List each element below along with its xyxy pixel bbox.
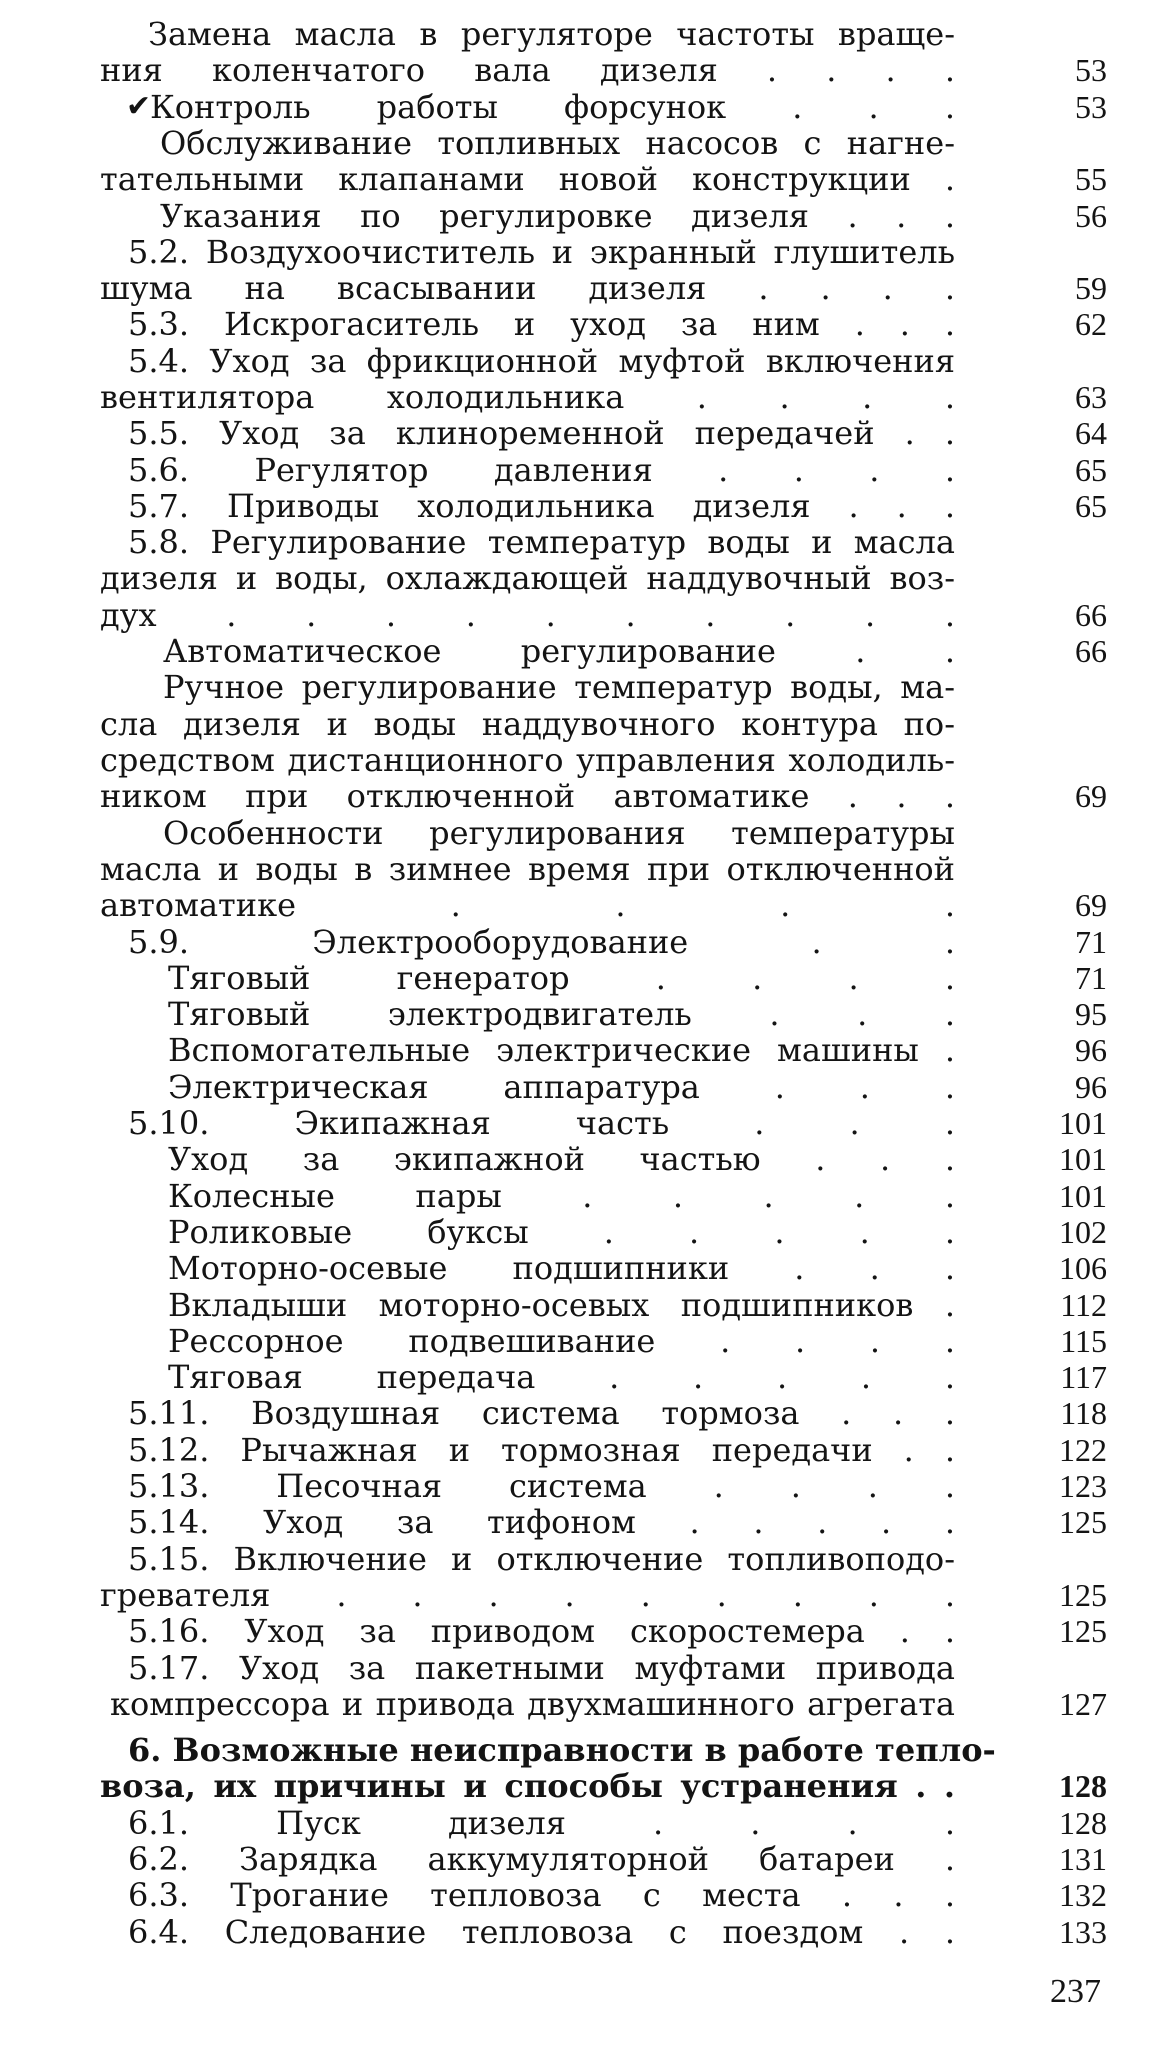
toc-entry-text: воза, их причины и способы устранения . . bbox=[100, 1767, 955, 1806]
toc-entry-text: Тяговая передача . . . . . bbox=[168, 1358, 955, 1397]
toc-entry-line bbox=[0, 1613, 1157, 1649]
toc-entry-line bbox=[0, 1541, 1157, 1577]
toc-page-number: 56 bbox=[1075, 197, 1107, 234]
toc-entry bbox=[0, 1178, 1157, 1214]
toc-entry-line bbox=[0, 1686, 1157, 1722]
toc-entry-line bbox=[0, 924, 1157, 960]
toc-entry-text: гревателя . . . . . . . . . bbox=[100, 1575, 955, 1614]
toc-entry-line bbox=[0, 560, 1157, 596]
toc-entry-text: 5.17. Уход за пакетными муфтами привода bbox=[128, 1648, 955, 1687]
toc-entry-line bbox=[0, 1914, 1157, 1950]
toc-entry bbox=[0, 1468, 1157, 1504]
toc-entry bbox=[0, 343, 1157, 416]
toc-entry-line bbox=[0, 1323, 1157, 1359]
toc-entry-line bbox=[0, 1395, 1157, 1431]
toc-entry-text: вентилятора холодильника . . . . bbox=[100, 377, 955, 416]
toc-page-number: 66 bbox=[1075, 596, 1107, 633]
toc-entry bbox=[0, 924, 1157, 960]
toc-entry-text: средством дистанционного управления холодиль- bbox=[100, 740, 955, 779]
toc-entry-text: Уход за экипажной частью . . . bbox=[168, 1140, 955, 1179]
toc-entry-text: Роликовые буксы . . . . . bbox=[168, 1212, 955, 1251]
toc-entry-line bbox=[0, 1141, 1157, 1177]
toc-page-number: 96 bbox=[1075, 1032, 1107, 1069]
toc-entry bbox=[0, 633, 1157, 669]
toc-entry-text: 5.7. Приводы холодильника дизеля . . . bbox=[128, 486, 955, 525]
toc-entry bbox=[0, 125, 1157, 198]
toc-entry-text: 5.13. Песочная система . . . . bbox=[128, 1467, 955, 1505]
toc-page-number: 53 bbox=[1075, 52, 1107, 89]
toc-entry-line bbox=[0, 415, 1157, 451]
toc-entry-text: сла дизеля и воды наддувочного контура по- bbox=[100, 704, 955, 743]
toc-entry-text: Моторно-осевые подшипники . . . bbox=[168, 1249, 955, 1288]
toc-entry-line bbox=[0, 1250, 1157, 1286]
toc-entry bbox=[0, 1323, 1157, 1359]
toc-page-number: 118 bbox=[1060, 1395, 1107, 1432]
toc-entry-text: ния коленчатого вала дизеля . . . . bbox=[100, 51, 955, 90]
toc-entry-line bbox=[0, 996, 1157, 1032]
toc-entry-line bbox=[0, 1105, 1157, 1141]
toc-page-number: 95 bbox=[1075, 996, 1107, 1033]
toc-entry bbox=[0, 89, 1157, 125]
toc-page-number: 125 bbox=[1059, 1576, 1107, 1613]
toc-entry-line bbox=[0, 1805, 1157, 1841]
toc-entry-line bbox=[0, 887, 1157, 923]
toc-entry-line bbox=[0, 1841, 1157, 1877]
toc-page-number: 127 bbox=[1059, 1685, 1107, 1722]
toc-entry-line bbox=[0, 198, 1157, 234]
toc-entry-text: 5.16. Уход за приводом скоростемера . . bbox=[128, 1612, 955, 1651]
toc-entry-text: дизеля и воды, охлаждающей наддувочный воз- bbox=[100, 559, 955, 598]
toc-entry bbox=[0, 488, 1157, 524]
toc-entry-text: 6.2. Зарядка аккумуляторной батареи . bbox=[128, 1840, 955, 1878]
toc-page-number: 112 bbox=[1060, 1286, 1107, 1323]
toc-entry-line bbox=[0, 452, 1157, 488]
toc-page-number: 66 bbox=[1075, 633, 1107, 670]
toc-page-number: 69 bbox=[1075, 778, 1107, 815]
toc-entry-text: дух . . . . . . . . . . bbox=[100, 595, 955, 634]
toc-entry bbox=[0, 415, 1157, 451]
toc-entry bbox=[0, 1650, 1157, 1723]
toc-entry-text: автоматике . . . . bbox=[100, 886, 955, 925]
toc-entry-text: ником при отключенной автоматике . . . bbox=[100, 777, 955, 816]
toc-entry-line bbox=[0, 234, 1157, 270]
toc-entry bbox=[0, 669, 1157, 814]
toc-page-number: 123 bbox=[1059, 1468, 1107, 1504]
toc-page-number: 59 bbox=[1075, 270, 1107, 307]
toc-entry-line bbox=[0, 1069, 1157, 1105]
toc-entry-text: Электрическая аппаратура . . . bbox=[168, 1067, 955, 1106]
toc-page-number: 101 bbox=[1059, 1105, 1107, 1141]
toc-page-number: 63 bbox=[1075, 378, 1107, 415]
toc-entry-text: 6.3. Трогание тепловоза с места . . . bbox=[128, 1876, 955, 1915]
toc-entry bbox=[0, 452, 1157, 488]
toc-entry-text: 5.2. Воздухоочиститель и экранный глушитель bbox=[128, 232, 955, 271]
toc-entry-line bbox=[0, 379, 1157, 415]
toc-page-number: 117 bbox=[1060, 1359, 1107, 1396]
toc-page-number: 96 bbox=[1075, 1068, 1107, 1105]
toc-entry-line bbox=[0, 633, 1157, 669]
toc-page-number: 101 bbox=[1059, 1141, 1107, 1178]
toc-entry bbox=[0, 234, 1157, 307]
toc-entry-line bbox=[0, 161, 1157, 197]
toc-entry-text: 5.5. Уход за клиноременной передачей . . bbox=[128, 414, 955, 453]
toc-entry bbox=[0, 1914, 1157, 1950]
toc-entry-line bbox=[0, 1359, 1157, 1395]
toc-entry-line bbox=[0, 1768, 1157, 1804]
toc-entry-line bbox=[0, 524, 1157, 560]
toc-entry bbox=[0, 524, 1157, 633]
toc-page-number: 125 bbox=[1059, 1504, 1107, 1541]
toc-entry-line bbox=[0, 597, 1157, 633]
page-number: 237 bbox=[1050, 1973, 1101, 2010]
toc-entry-line bbox=[0, 52, 1157, 88]
toc-entry-text: тательными клапанами новой конструкции . bbox=[100, 160, 955, 199]
toc-page-number: 102 bbox=[1059, 1213, 1107, 1250]
toc-page-number: 132 bbox=[1059, 1877, 1107, 1914]
toc-entry bbox=[0, 1805, 1157, 1841]
toc-entry-text: 5.6. Регулятор давления . . . . bbox=[128, 450, 955, 489]
toc-entry-line bbox=[0, 778, 1157, 814]
toc-entry-line bbox=[0, 125, 1157, 161]
toc-entry-text: 5.10. Экипажная часть . . . bbox=[128, 1104, 955, 1142]
toc-entry bbox=[0, 1069, 1157, 1105]
toc-entry-text: Обслуживание топливных насосов с нагне- bbox=[160, 123, 955, 162]
toc-entry-text: 5.14. Уход за тифоном . . . . . bbox=[128, 1503, 955, 1542]
toc-entry bbox=[0, 16, 1157, 89]
toc-entry bbox=[0, 815, 1157, 924]
toc-entry-line bbox=[0, 669, 1157, 705]
toc-entry-line bbox=[0, 706, 1157, 742]
toc-entry-text: 6.1. Пуск дизеля . . . . bbox=[128, 1803, 955, 1842]
toc-entry-line bbox=[0, 1287, 1157, 1323]
checkmark-icon: ✔ bbox=[126, 88, 152, 124]
toc-entry-text: 5.4. Уход за фрикционной муфтой включения bbox=[128, 341, 955, 380]
toc-entry bbox=[0, 1613, 1157, 1649]
toc-entry-text: 5.15. Включение и отключение топливоподо- bbox=[128, 1539, 955, 1578]
toc-entry-text: 5.11. Воздушная система тормоза . . . bbox=[128, 1394, 955, 1433]
toc-entry-text: 6. Возможные неисправности в работе тепло- bbox=[128, 1731, 996, 1770]
toc-entry-line bbox=[0, 815, 1157, 851]
toc-entry bbox=[0, 996, 1157, 1032]
toc-entry-text: 5.9. Электрооборудование . . bbox=[128, 922, 955, 961]
toc-entry-line bbox=[0, 343, 1157, 379]
toc-entry bbox=[0, 1841, 1157, 1877]
toc-entry-line bbox=[0, 1732, 1157, 1768]
toc-entry bbox=[0, 1287, 1157, 1323]
toc-entry-line bbox=[0, 1468, 1157, 1504]
toc-page-number: 69 bbox=[1075, 887, 1107, 924]
toc-entry bbox=[0, 1250, 1157, 1286]
toc-entry-line bbox=[0, 488, 1157, 524]
toc-entry-text: Тяговый генератор . . . . bbox=[168, 958, 955, 997]
toc-entry-line bbox=[0, 1032, 1157, 1068]
toc-entry bbox=[0, 1141, 1157, 1177]
toc-entry-line bbox=[0, 1577, 1157, 1613]
toc-entry bbox=[0, 1732, 1157, 1805]
toc-entry-text: Тяговый электродвигатель . . . bbox=[168, 995, 955, 1034]
toc-page-number: 64 bbox=[1075, 415, 1107, 452]
toc-entry-text: компрессора и привода двухмашинного агрегата bbox=[110, 1684, 955, 1723]
toc-page-number: 128 bbox=[1059, 1768, 1107, 1805]
toc-entry-text: Указания по регулировке дизеля . . . bbox=[160, 196, 955, 235]
toc-entry bbox=[0, 1877, 1157, 1913]
toc-entry bbox=[0, 1504, 1157, 1540]
toc-entry bbox=[0, 1105, 1157, 1141]
toc-entry-text: 5.12. Рычажная и тормозная передачи . . bbox=[128, 1430, 955, 1469]
toc-entry-text: масла и воды в зимнее время при отключенной bbox=[100, 849, 955, 888]
toc-entry-text: Вкладыши моторно-осевых подшипников . bbox=[168, 1285, 955, 1324]
toc-entry-line bbox=[0, 270, 1157, 306]
toc-entry bbox=[0, 1541, 1157, 1614]
toc-entry-line bbox=[0, 1877, 1157, 1913]
toc-page-number: 133 bbox=[1059, 1913, 1107, 1950]
toc-entry bbox=[0, 960, 1157, 996]
toc-entry bbox=[0, 1359, 1157, 1395]
toc-entry-line bbox=[0, 1214, 1157, 1250]
toc-entry-line bbox=[0, 1504, 1157, 1540]
toc-entry-line bbox=[0, 306, 1157, 342]
toc-entry-text: Ручное регулирование температур воды, ма- bbox=[163, 668, 955, 707]
toc-entry-line bbox=[0, 89, 1157, 125]
toc-entry-text: 6.4. Следование тепловоза с поездом . . bbox=[128, 1912, 955, 1951]
toc-page-number: 53 bbox=[1075, 88, 1107, 125]
toc-entry-text: Автоматическое регулирование . . bbox=[163, 632, 955, 671]
toc-entry-line bbox=[0, 851, 1157, 887]
toc-page-number: 65 bbox=[1075, 451, 1107, 488]
toc-entry bbox=[0, 306, 1157, 342]
toc-page-number: 128 bbox=[1059, 1804, 1107, 1841]
toc-entry bbox=[0, 1032, 1157, 1068]
toc-page-number: 122 bbox=[1059, 1431, 1107, 1468]
toc-page-number: 71 bbox=[1075, 923, 1107, 960]
toc-entry bbox=[0, 198, 1157, 234]
toc-entry bbox=[0, 1395, 1157, 1431]
toc-page-number: 131 bbox=[1059, 1841, 1107, 1877]
toc-entry-text: Рессорное подвешивание . . . . bbox=[168, 1321, 955, 1360]
toc-entry bbox=[0, 1432, 1157, 1468]
toc-entry-line bbox=[0, 960, 1157, 996]
toc-page-number: 101 bbox=[1059, 1177, 1107, 1214]
toc-entry-text: шума на всасывании дизеля . . . . bbox=[100, 269, 955, 308]
toc-page-number: 125 bbox=[1059, 1613, 1107, 1650]
toc-entry-line bbox=[0, 742, 1157, 778]
toc-entry-text: 5.8. Регулирование температур воды и масла bbox=[128, 523, 955, 562]
toc-page-number: 55 bbox=[1075, 161, 1107, 198]
toc-page-number: 62 bbox=[1075, 306, 1107, 343]
toc-entry-text: Вспомогательные электрические машины . bbox=[168, 1031, 955, 1070]
toc-entry-text: 5.3. Искрогаситель и уход за ним . . . bbox=[128, 305, 955, 344]
toc-entry-line bbox=[0, 1650, 1157, 1686]
toc-entry-line bbox=[0, 1432, 1157, 1468]
toc-entry-line bbox=[0, 16, 1157, 52]
toc-entry-text: Замена масла в регуляторе частоты враще- bbox=[148, 15, 955, 53]
toc-page-number: 71 bbox=[1075, 959, 1107, 996]
toc-page-number: 65 bbox=[1075, 487, 1107, 524]
toc-entry-text: Колесные пары . . . . . bbox=[168, 1176, 955, 1215]
toc-page-number: 115 bbox=[1060, 1322, 1107, 1359]
toc-page-number: 106 bbox=[1059, 1250, 1107, 1287]
toc-entry-line bbox=[0, 1178, 1157, 1214]
toc-entry-text: Контроль работы форсунок . . . bbox=[150, 87, 955, 126]
toc-entry-text: Особенности регулирования температуры bbox=[163, 813, 955, 852]
toc-entry bbox=[0, 1214, 1157, 1250]
